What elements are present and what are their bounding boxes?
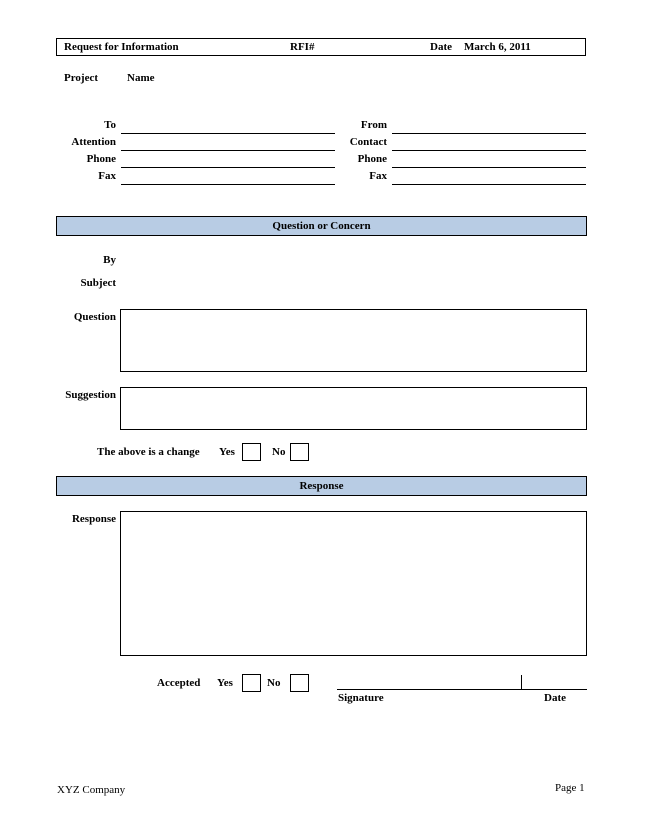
contact-label: Contact	[349, 136, 387, 148]
change-no-label: No	[272, 446, 286, 458]
change-label: The above is a change	[97, 446, 200, 458]
change-yes-checkbox[interactable]	[242, 443, 261, 461]
signature-line[interactable]	[337, 689, 587, 690]
accepted-yes-label: Yes	[217, 677, 233, 689]
signature-date-label: Date	[544, 692, 566, 704]
fax-field-left[interactable]	[121, 184, 335, 185]
change-no-checkbox[interactable]	[290, 443, 309, 461]
project-label: Project	[64, 72, 98, 84]
accepted-label: Accepted	[157, 677, 201, 689]
attention-label: Attention	[71, 136, 116, 148]
accepted-no-checkbox[interactable]	[290, 674, 309, 692]
to-field[interactable]	[121, 133, 335, 134]
accepted-yes-checkbox[interactable]	[242, 674, 261, 692]
phone-label-right: Phone	[357, 153, 387, 165]
project-name-label: Name	[127, 72, 155, 84]
fax-label-left: Fax	[98, 170, 116, 182]
from-label: From	[360, 119, 387, 131]
response-textbox[interactable]	[120, 511, 587, 656]
attention-field[interactable]	[121, 150, 335, 151]
suggestion-textbox[interactable]	[120, 387, 587, 430]
question-label: Question	[73, 311, 116, 323]
by-label: By	[103, 254, 116, 266]
fax-label-right: Fax	[369, 170, 387, 182]
fax-field-right[interactable]	[392, 184, 586, 185]
question-section-title: Question or Concern	[272, 220, 371, 232]
suggestion-label: Suggestion	[65, 389, 116, 401]
signature-label: Signature	[338, 692, 384, 704]
question-section-header	[56, 216, 587, 236]
form-title: Request for Information	[64, 41, 179, 53]
to-label: To	[104, 119, 116, 131]
phone-field-left[interactable]	[121, 167, 335, 168]
footer-company: XYZ Company	[57, 784, 126, 796]
change-yes-label: Yes	[219, 446, 235, 458]
rfi-label: RFI#	[290, 41, 315, 53]
from-field[interactable]	[392, 133, 586, 134]
footer-page-number: Page 1	[555, 782, 585, 794]
contact-field[interactable]	[392, 150, 586, 151]
date-value[interactable]: March 6, 2011	[464, 41, 531, 53]
accepted-no-label: No	[267, 677, 281, 689]
date-label: Date	[430, 41, 452, 53]
response-section-title: Response	[299, 480, 344, 492]
phone-field-right[interactable]	[392, 167, 586, 168]
response-section-header	[56, 476, 587, 496]
signature-date-divider	[521, 675, 522, 689]
subject-label: Subject	[80, 277, 116, 289]
phone-label-left: Phone	[86, 153, 116, 165]
response-label: Response	[71, 513, 116, 525]
question-textbox[interactable]	[120, 309, 587, 372]
